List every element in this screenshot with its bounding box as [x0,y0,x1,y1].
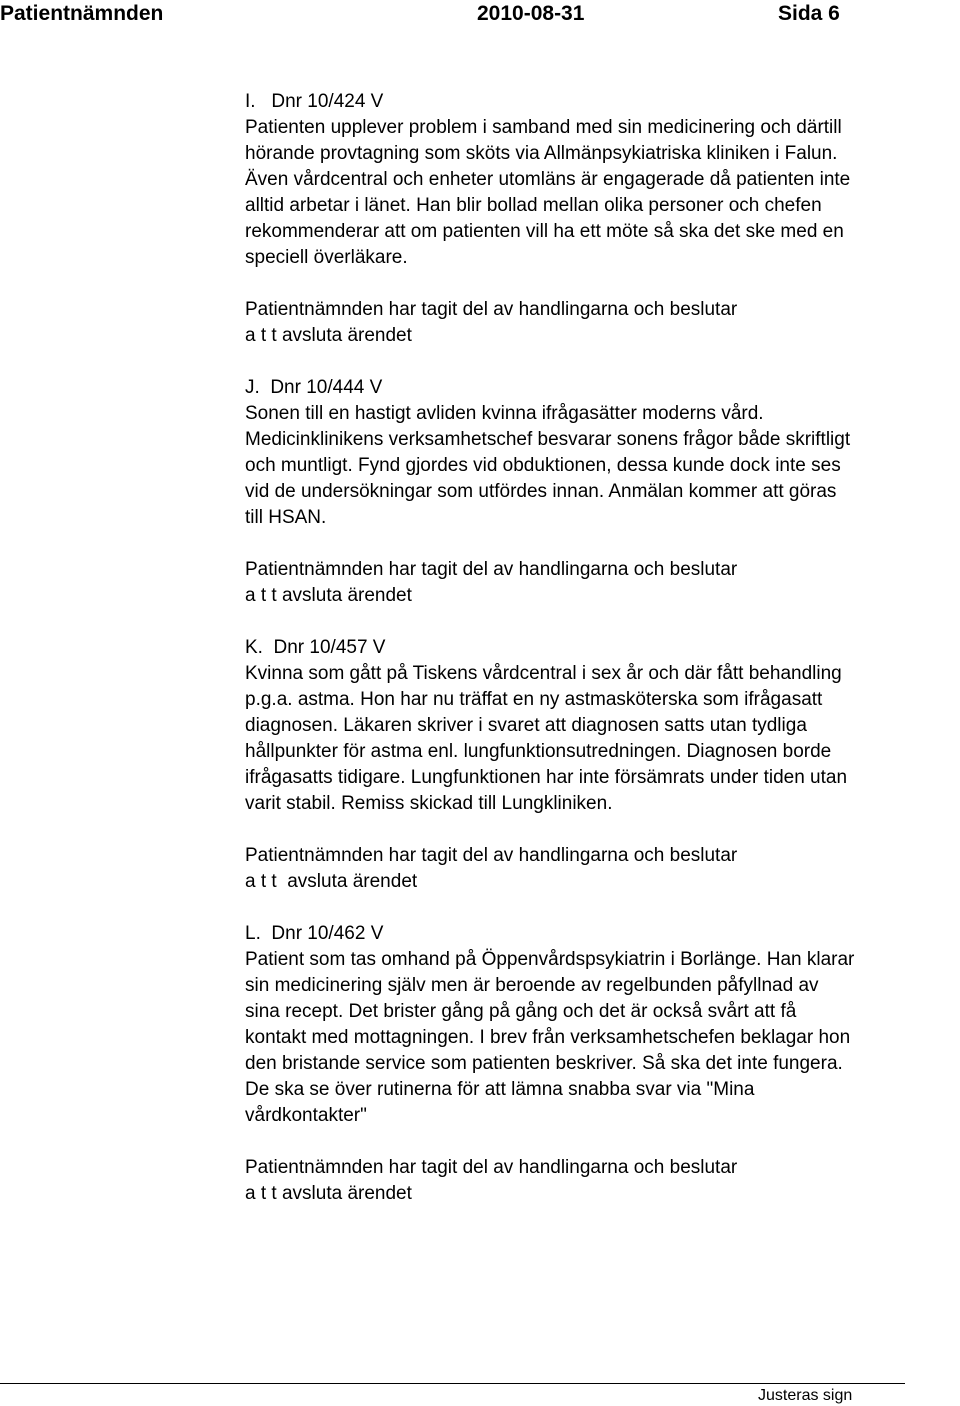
case-heading: J. Dnr 10/444 V [245,377,383,398]
case-j [245,375,960,609]
case-line: sina recept. Det brister gång på gång och det är också svårt att få [245,1001,797,1022]
case-l [245,921,960,1207]
case-line: den bristande service som patienten beskriver. Så ska det inte fungera. [245,1053,843,1074]
case-line: hörande provtagning som sköts via Allmänpsykiatriska kliniken i Falun. [245,143,838,164]
case-decision [245,1155,960,1207]
case-line: alltid arbetar i länet. Han blir bollad mellan olika personer och chefen [245,195,822,216]
case-line: Även vårdcentral och enheter utomläns är engagerade då patienten inte [245,169,851,190]
case-decision [245,297,960,349]
decision-outcome: a t t avsluta ärendet [245,585,412,606]
case-line: varit stabil. Remiss skickad till Lungkliniken. [245,793,613,814]
case-text [245,89,960,271]
signature-label: Justeras sign [758,1387,853,1404]
decision-text: Patientnämnden har tagit del av handlingarna och beslutar [245,299,738,320]
decision-text: Patientnämnden har tagit del av handlingarna och beslutar [245,1157,738,1178]
case-heading: L. Dnr 10/462 V [245,923,384,944]
case-line: sin medicinering själv men är beroende av regelbunden påfyllnad av [245,975,819,996]
decision-text: Patientnämnden har tagit del av handlingarna och beslutar [245,845,738,866]
case-line: De ska se över rutinerna för att lämna snabba svar via "Mina [245,1079,755,1100]
case-heading: I. Dnr 10/424 V [245,91,384,112]
case-line: Patienten upplever problem i samband med sin medicinering och därtill [245,117,842,138]
case-decision [245,557,960,609]
signature-line [0,1383,905,1384]
case-line: vid de undersökningar som utfördes innan. Anmälan kommer att göras [245,481,837,502]
case-decision [245,843,960,895]
case-line: till HSAN. [245,507,327,528]
case-text [245,635,960,817]
decision-text: Patientnämnden har tagit del av handlingarna och beslutar [245,559,738,580]
case-i [245,89,960,349]
header-date: 2010-08-31 [477,2,585,25]
case-line: speciell överläkare. [245,247,408,268]
case-line: vårdkontakter" [245,1105,367,1126]
case-line: och muntligt. Fynd gjordes vid obduktionen, dessa kunde dock inte ses [245,455,841,476]
case-text [245,921,960,1129]
case-line: rekommenderar att om patienten vill ha ett möte så ska det ske med en [245,221,844,242]
case-heading: K. Dnr 10/457 V [245,637,386,658]
case-line: Kvinna som gått på Tiskens vårdcentral i sex år och där fått behandling [245,663,842,684]
header-page-number: Sida 6 [778,2,840,25]
decision-outcome: a t t avsluta ärendet [245,1183,412,1204]
case-line: Sonen till en hastigt avliden kvinna ifrågasätter moderns vård. [245,403,764,424]
document-body [245,89,960,1233]
case-line: Medicinklinikens verksamhetschef besvarar sonens frågor både skriftligt [245,429,851,450]
case-line: kontakt med mottagningen. I brev från verksamhetschefen beklagar hon [245,1027,851,1048]
case-line: Patient som tas omhand på Öppenvårdspsykiatrin i Borlänge. Han klarar [245,949,855,970]
case-line: hållpunkter för astma enl. lungfunktionsutredningen. Diagnosen borde [245,741,832,762]
decision-outcome: a t t avsluta ärendet [245,871,418,892]
case-line: p.g.a. astma. Hon har nu träffat en ny astmasköterska som ifrågasatt [245,689,823,710]
case-k [245,635,960,895]
case-line: ifrågasatts tidigare. Lungfunktionen har inte försämrats under tiden utan [245,767,848,788]
case-line: diagnosen. Läkaren skriver i svaret att diagnosen satts utan tydliga [245,715,807,736]
decision-outcome: a t t avsluta ärendet [245,325,412,346]
case-text [245,375,960,531]
header-org: Patientnämnden [0,2,164,25]
